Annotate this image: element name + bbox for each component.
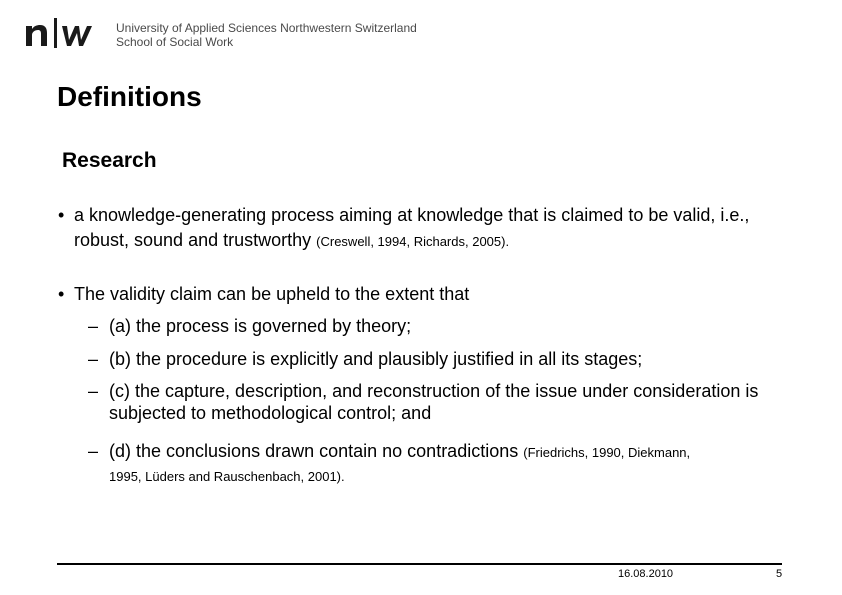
sub-bullet-item-a [88, 315, 768, 337]
institution-line-2: School of Social Work [116, 35, 234, 49]
bullet-marker: • [58, 284, 65, 304]
bullet-item-definition [58, 203, 758, 254]
sub-bullet-citation-start: (Friedrichs, 1990, Diekmann, [523, 445, 691, 460]
sub-bullet-citation-end: 1995, Lüders and Rauschenbach, 2001). [109, 469, 345, 484]
sub-bullet-marker: – [88, 316, 99, 336]
bullet-text: The validity claim can be upheld to the extent that [74, 284, 470, 304]
page-number: 5 [776, 568, 783, 580]
institution-name [116, 21, 417, 49]
sub-bullet-marker: – [88, 349, 99, 369]
slide-title: Definitions [57, 81, 202, 112]
sub-bullet-text: (a) the process is governed by theory; [109, 316, 412, 336]
sub-bullet-text: (b) the procedure is explicitly and plausibly justified in all its stages; [109, 349, 643, 369]
sub-bullet-text: (c) the capture, description, and reconstruction of the issue under consideration is subjected to methodological control; and [109, 381, 759, 423]
sub-bullet-marker: – [88, 441, 99, 461]
bullet-item-validity [58, 282, 758, 307]
fhnw-logo-mark [24, 16, 98, 50]
bullet-text: a knowledge-generating process aiming at knowledge that is claimed to be valid, i.e., robust, sound and trustworthy [74, 205, 750, 250]
sub-bullet-item-b [88, 348, 768, 370]
footer-divider [57, 563, 782, 565]
sub-bullet-item-d [88, 440, 768, 490]
bullet-citation: (Creswell, 1994, Richards, 2005). [316, 234, 510, 249]
institution-line-1: University of Applied Sciences Northwestern Switzerland [116, 21, 417, 35]
section-heading: Research [62, 149, 157, 172]
sub-bullet-text: (d) the conclusions drawn contain no contradictions [109, 441, 519, 461]
sub-bullet-marker: – [88, 381, 99, 401]
bullet-marker: • [58, 205, 65, 225]
footer-date: 16.08.2010 [618, 568, 674, 580]
sub-bullet-item-c [88, 380, 768, 424]
